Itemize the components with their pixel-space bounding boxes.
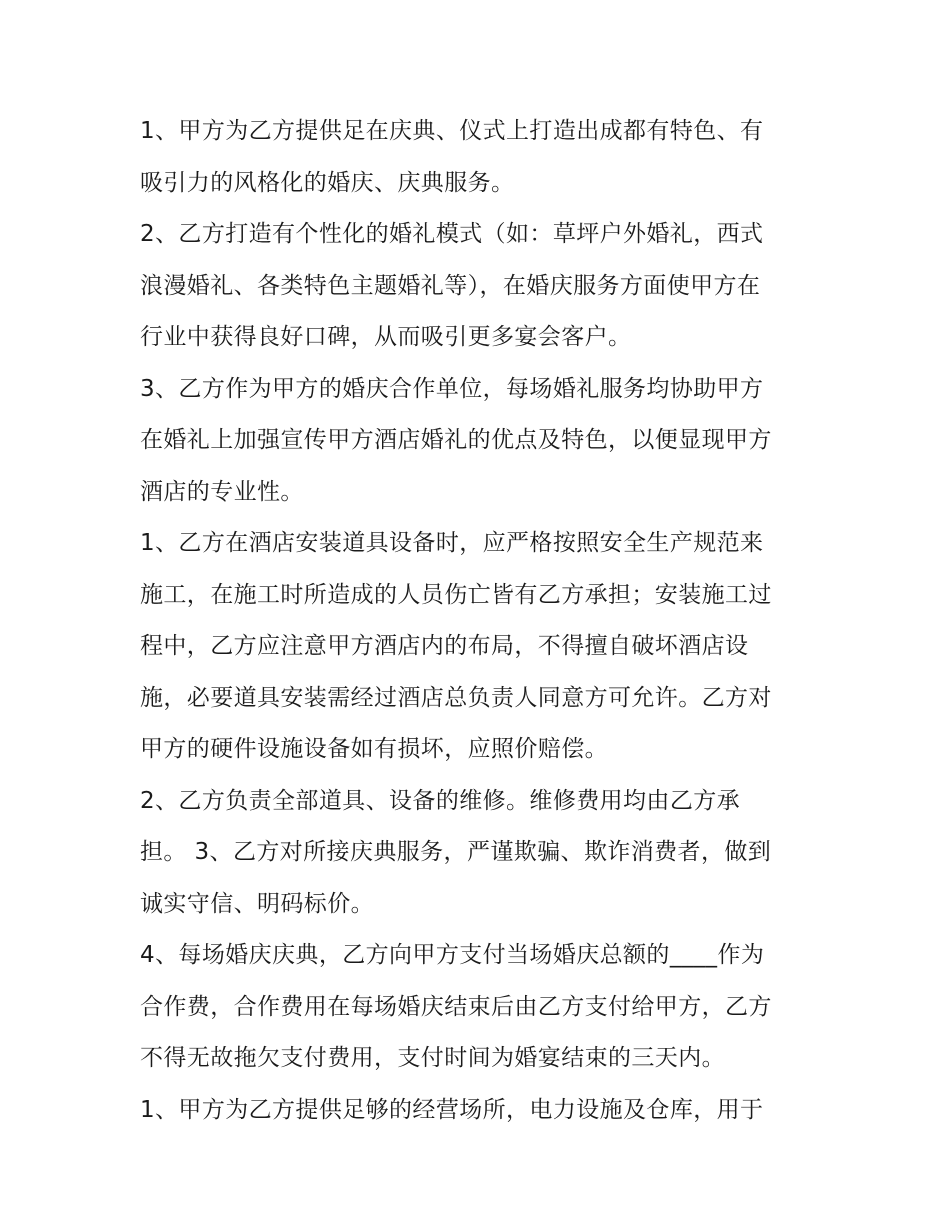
text-line: 甲方的硬件设施设备如有损坏，应照价赔偿。 [140, 736, 608, 762]
text-line: 2、乙方负责全部道具、设备的维修。维修费用均由乙方承 [140, 787, 741, 814]
text-line: 担。 3、乙方对所接庆典服务，严谨欺骗、欺诈消费者，做到 [140, 839, 772, 865]
text-line: 酒店的专业性。 [140, 478, 304, 505]
document-body [140, 106, 820, 1136]
text-line: 浪漫婚礼、各类特色主题婚礼等），在婚庆服务方面使甲方在 [140, 272, 761, 299]
text-line: 4、每场婚庆庆典，乙方向甲方支付当场婚庆总额的____作为 [140, 942, 765, 968]
text-line: 吸引力的风格化的婚庆、庆典服务。 [140, 169, 515, 196]
text-line: 程中，乙方应注意甲方酒店内的布局，不得擅自破坏酒店设 [140, 633, 749, 659]
text-line: 施，必要道具安装需经过酒店总负责人同意方可允许。乙方对 [140, 684, 772, 711]
text-line: 施工，在施工时所造成的人员伤亡皆有乙方承担；安装施工过 [140, 581, 772, 608]
text-line: 行业中获得良好口碑，从而吸引更多宴会客户。 [140, 324, 632, 350]
text-line: 1、甲方为乙方提供足够的经营场所，电力设施及仓库，用于 [140, 1096, 764, 1123]
text-line: 在婚礼上加强宣传甲方酒店婚礼的优点及特色，以便显现甲方 [140, 427, 772, 453]
text-line: 1、乙方在酒店安装道具设备时，应严格按照安全生产规范来 [140, 530, 764, 556]
text-line: 2、乙方打造有个性化的婚礼模式（如：草坪户外婚礼，西式 [140, 221, 764, 247]
text-line: 诚实守信、明码标价。 [140, 890, 374, 917]
text-line: 3、乙方作为甲方的婚庆合作单位，每场婚礼服务均协助甲方 [140, 375, 764, 402]
text-line: 合作费，合作费用在每场婚庆结束后由乙方支付给甲方，乙方 [140, 993, 772, 1020]
text-line: 不得无故拖欠支付费用，支付时间为婚宴结束的三天内。 [140, 1045, 725, 1071]
text-line: 1、甲方为乙方提供足在庆典、仪式上打造出成都有特色、有 [140, 118, 764, 144]
